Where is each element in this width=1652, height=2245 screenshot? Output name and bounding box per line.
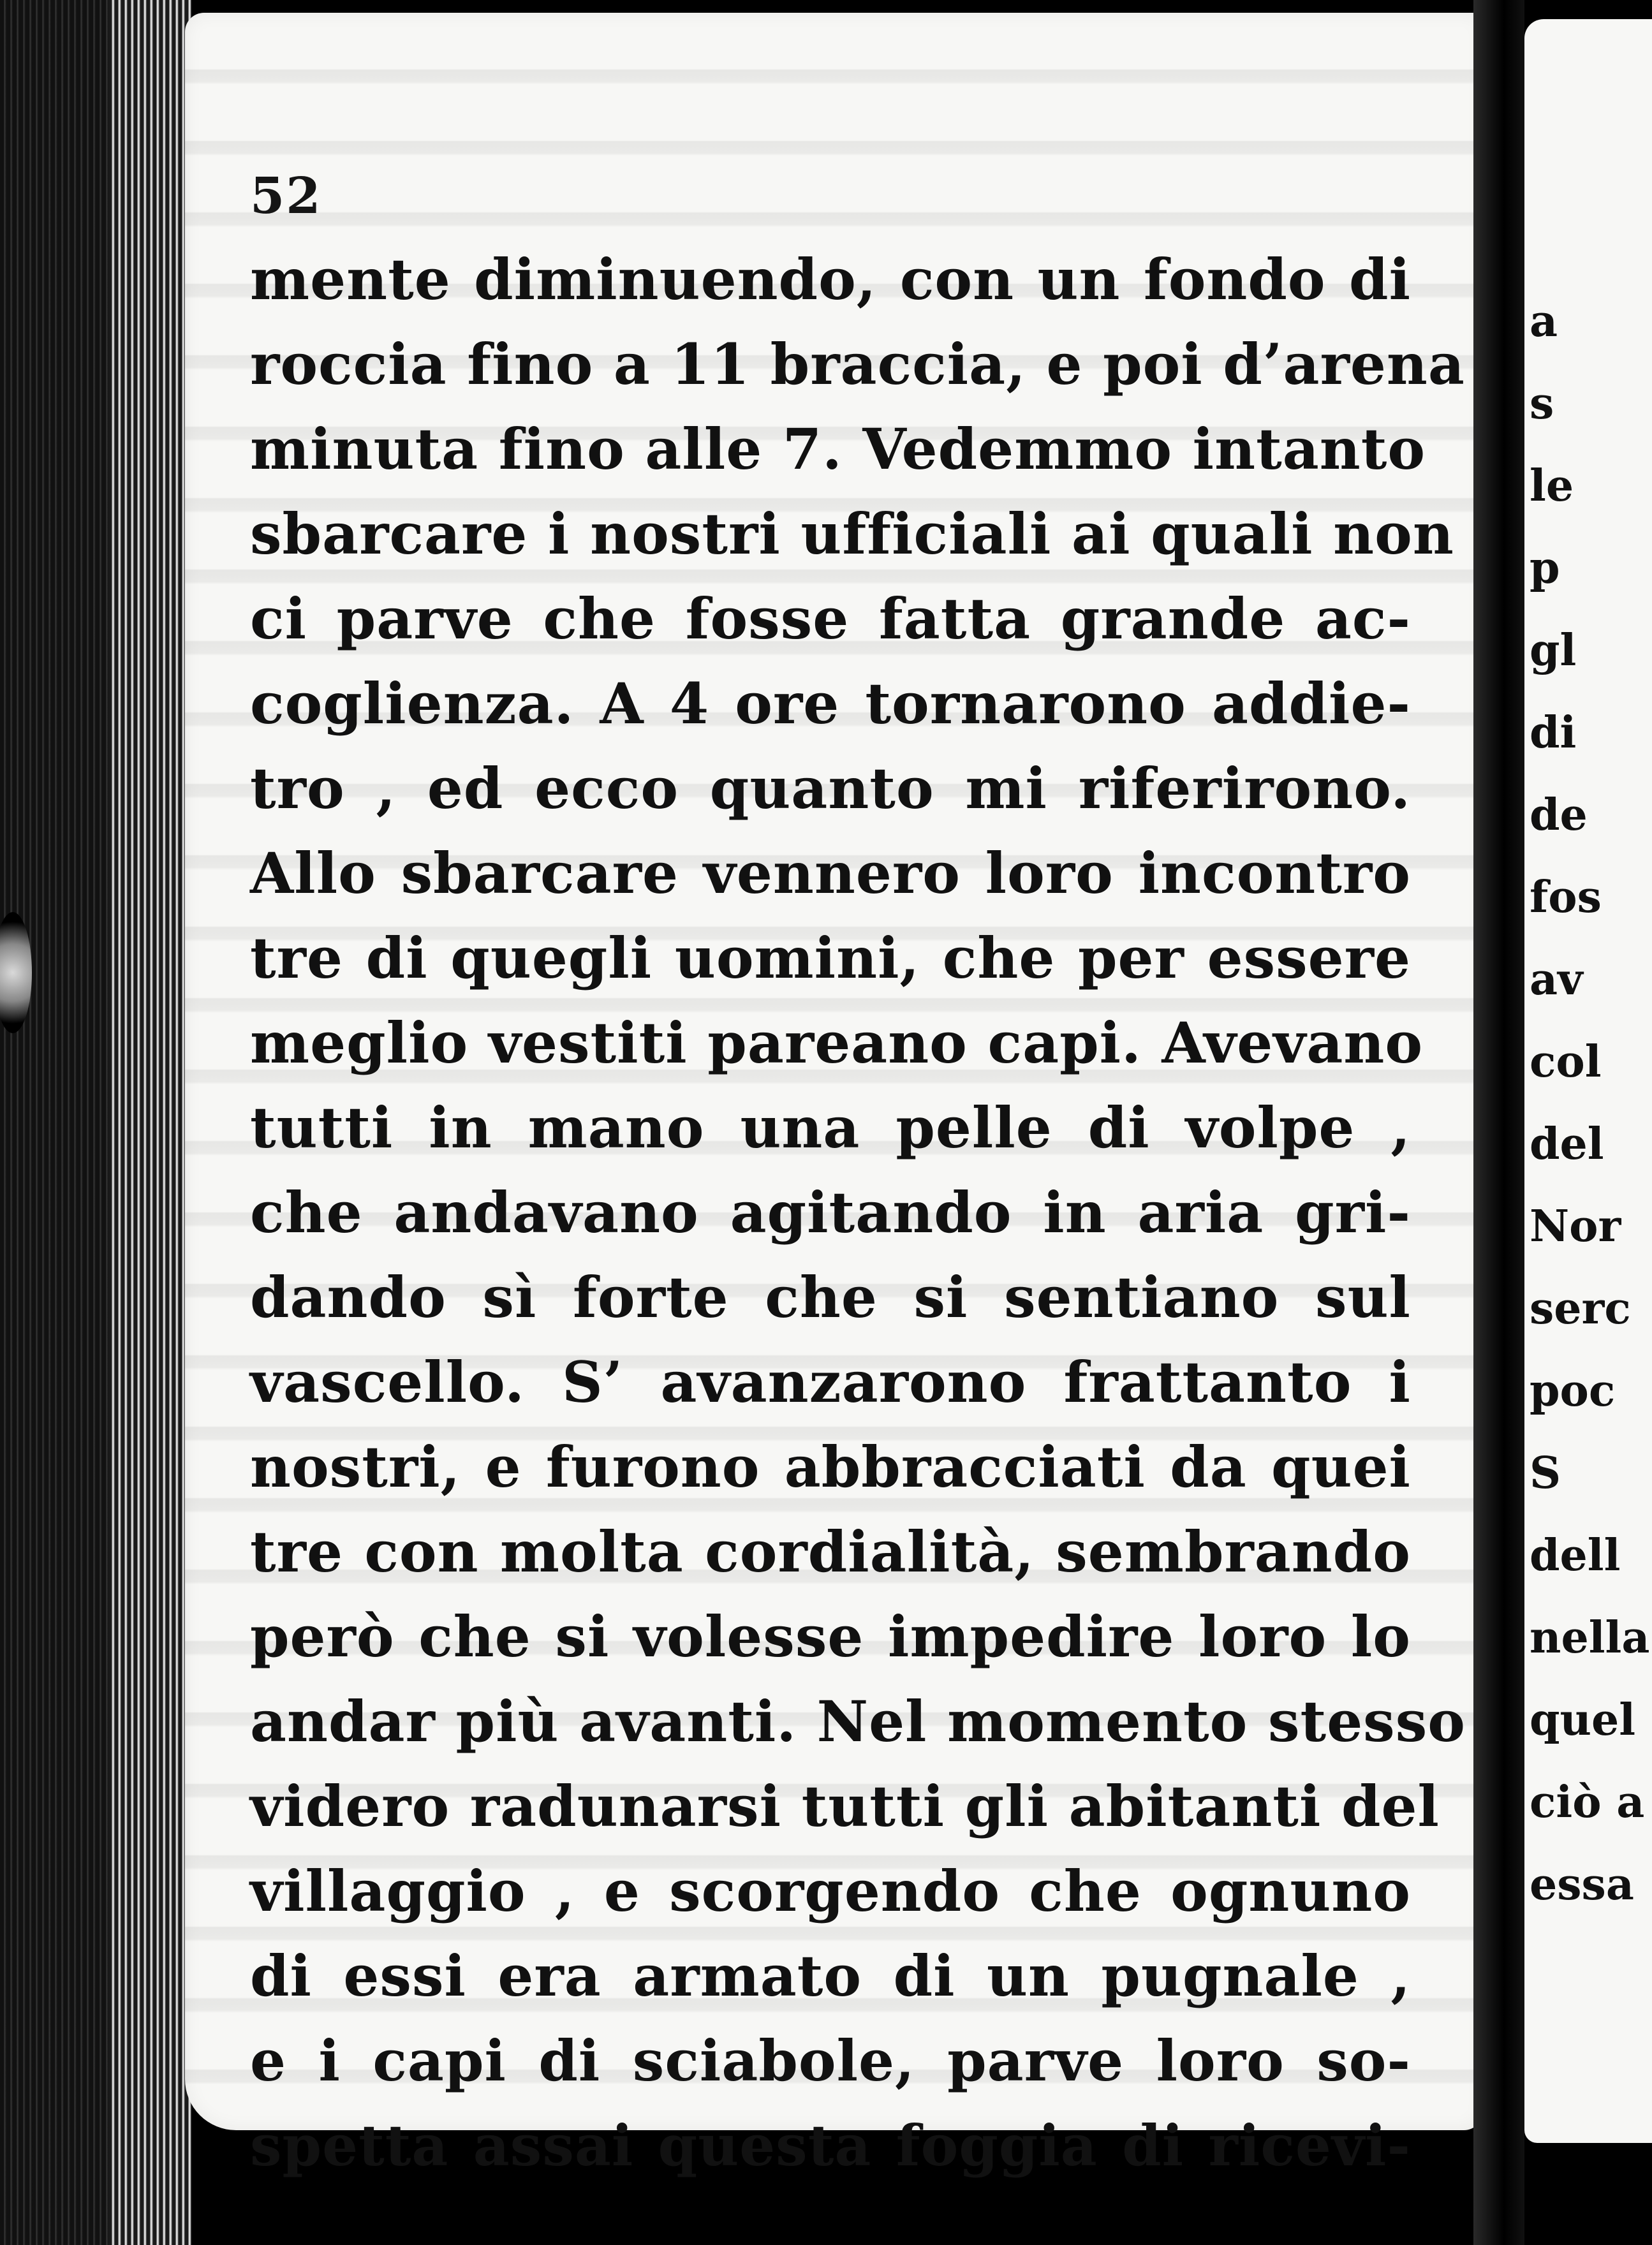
facing-page-fragment: fos	[1530, 872, 1602, 923]
text-line: e i capi di sciabole, parve loro so-	[250, 2028, 1411, 2094]
facing-page-fragment: col	[1530, 1036, 1602, 1087]
text-line: videro radunarsi tutti gli abitanti del	[250, 1773, 1440, 1839]
text-line: coglienza. A 4 ore tornarono addie-	[250, 670, 1411, 737]
page-number: 52	[250, 167, 322, 225]
book-gutter	[1473, 0, 1524, 2245]
text-line: tro , ed ecco quanto mi riferirono.	[250, 755, 1411, 821]
text-line: che andavano agitando in aria gri-	[250, 1179, 1411, 1246]
facing-page-fragment: le	[1530, 460, 1574, 512]
text-line: però che si volesse impedire loro lo	[250, 1603, 1411, 1670]
facing-page-fragment: a	[1530, 296, 1558, 347]
text-line: sbarcare i nostri ufficiali ai quali non	[250, 501, 1454, 567]
facing-page-fragment: quel	[1530, 1695, 1636, 1746]
text-line: andar più avanti. Nel momento stesso	[250, 1688, 1466, 1755]
text-line: villaggio , e scorgendo che ognuno	[250, 1858, 1411, 1924]
facing-page-fragment: essa	[1530, 1859, 1634, 1910]
text-line: roccia fino a 11 braccia, e poi d’arena	[250, 331, 1465, 397]
facing-page-fragment: de	[1530, 790, 1588, 841]
facing-page-fragment: av	[1530, 954, 1583, 1005]
facing-page-fragment: nella	[1530, 1612, 1650, 1663]
text-line: nostri, e furono abbracciati da quei	[250, 1434, 1411, 1500]
facing-page-fragment: S	[1530, 1448, 1561, 1499]
text-line: meglio vestiti pareano capi. Avevano	[250, 1010, 1424, 1076]
facing-page-fragment: gl	[1530, 625, 1577, 676]
facing-page-fragment: s	[1530, 378, 1554, 429]
facing-page-fragment: di	[1530, 707, 1577, 758]
facing-page-fragment: Nor	[1530, 1201, 1621, 1252]
page-stack-lines	[108, 0, 191, 2245]
text-line: dando sì forte che si sentiano sul	[250, 1264, 1411, 1330]
text-line: tutti in mano una pelle di volpe ,	[250, 1094, 1411, 1161]
page-text	[250, 237, 1466, 2188]
text-line: spetta assai questa foggia di ricevi-	[250, 2112, 1411, 2179]
text-line: di essi era armato di un pugnale ,	[250, 1943, 1411, 2009]
text-line: Allo sbarcare vennero loro incontro	[250, 840, 1411, 906]
text-line: tre di quegli uomini, che per essere	[250, 925, 1411, 991]
facing-page-fragment: p	[1530, 543, 1560, 594]
facing-page-fragment: serc	[1530, 1283, 1631, 1334]
text-line: mente diminuendo, con un fondo di	[250, 246, 1411, 313]
facing-page-text	[1530, 281, 1650, 1926]
facing-page-fragment: dell	[1530, 1530, 1621, 1581]
facing-page-fragment: poc	[1530, 1365, 1616, 1417]
text-line: minuta fino alle 7. Vedemmo intanto	[250, 416, 1426, 482]
facing-page-fragment: ciò a	[1530, 1777, 1645, 1828]
facing-page-fragment: del	[1530, 1119, 1604, 1170]
text-line: tre con molta cordialità, sembrando	[250, 1519, 1411, 1585]
text-line: ci parve che fosse fatta grande ac-	[250, 585, 1411, 652]
text-line: vascello. S’ avanzarono frattanto i	[250, 1349, 1411, 1415]
